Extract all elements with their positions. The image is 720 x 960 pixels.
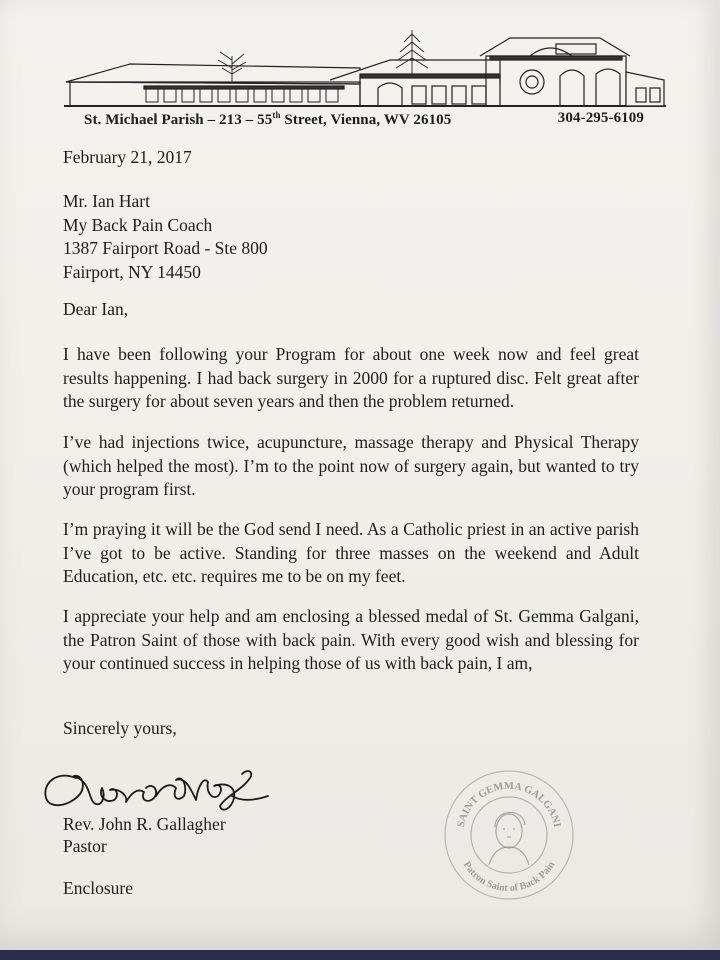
saint-gemma-medal-stamp xyxy=(441,767,577,903)
salutation: Dear Ian, xyxy=(63,299,129,319)
recipient-city: Fairport, NY 14450 xyxy=(63,261,201,282)
closing: Sincerely yours, xyxy=(63,718,177,738)
medal-bottom-text: Patron Saint of Back Pain xyxy=(460,859,558,895)
enclosure-note: Enclosure xyxy=(63,878,133,898)
recipient-company: My Back Pain Coach xyxy=(63,214,213,235)
paragraph-2: I’ve had injections twice, acupuncture, massage therapy and Physical Therapy (which helped the most). I’m to the point now of surgery again, but wanted to try your program first. xyxy=(63,432,639,499)
handwritten-signature xyxy=(36,756,276,818)
parish-address: St. Michael Parish – 213 – 55th Street, Vienna, WV 26105 xyxy=(84,110,452,128)
church-building-drawing xyxy=(60,26,670,108)
letter-date: February 21, 2017 xyxy=(63,147,192,167)
recipient-address xyxy=(63,190,268,284)
paragraph-3: I’m praying it will be the God send I need. As a Catholic priest in an active parish I’ve got to be active. Standing for three masses on the weekend and Adult Education, etc. etc. requires me to be on my feet. xyxy=(63,519,639,586)
paragraph-1: I have been following your Program for about one week now and feel great results happening. I had back surgery in 2000 for a ruptured disc. Felt great after the surgery for about seven years and then the problem returned. xyxy=(63,344,639,411)
medal-top-text: SAINT GEMMA GALGANI xyxy=(455,780,563,829)
signer-block xyxy=(63,813,226,857)
signer-name: Rev. John R. Gallagher xyxy=(63,814,226,834)
parish-phone: 304-295-6109 xyxy=(557,110,644,126)
signer-title: Pastor xyxy=(63,836,107,856)
recipient-name: Mr. Ian Hart xyxy=(63,191,150,211)
svg-text:SAINT GEMMA GALGANI xyxy=(456,781,563,828)
paragraph-4: I appreciate your help and am enclosing a blessed medal of St. Gemma Galgani, the Patron Saint of those with back pain. With every good wish and blessing for your continued success in helping those of us with back pain, I am, xyxy=(63,606,639,673)
recipient-street: 1387 Fairport Road - Ste 800 xyxy=(63,238,268,258)
letterhead-contact xyxy=(84,110,644,129)
